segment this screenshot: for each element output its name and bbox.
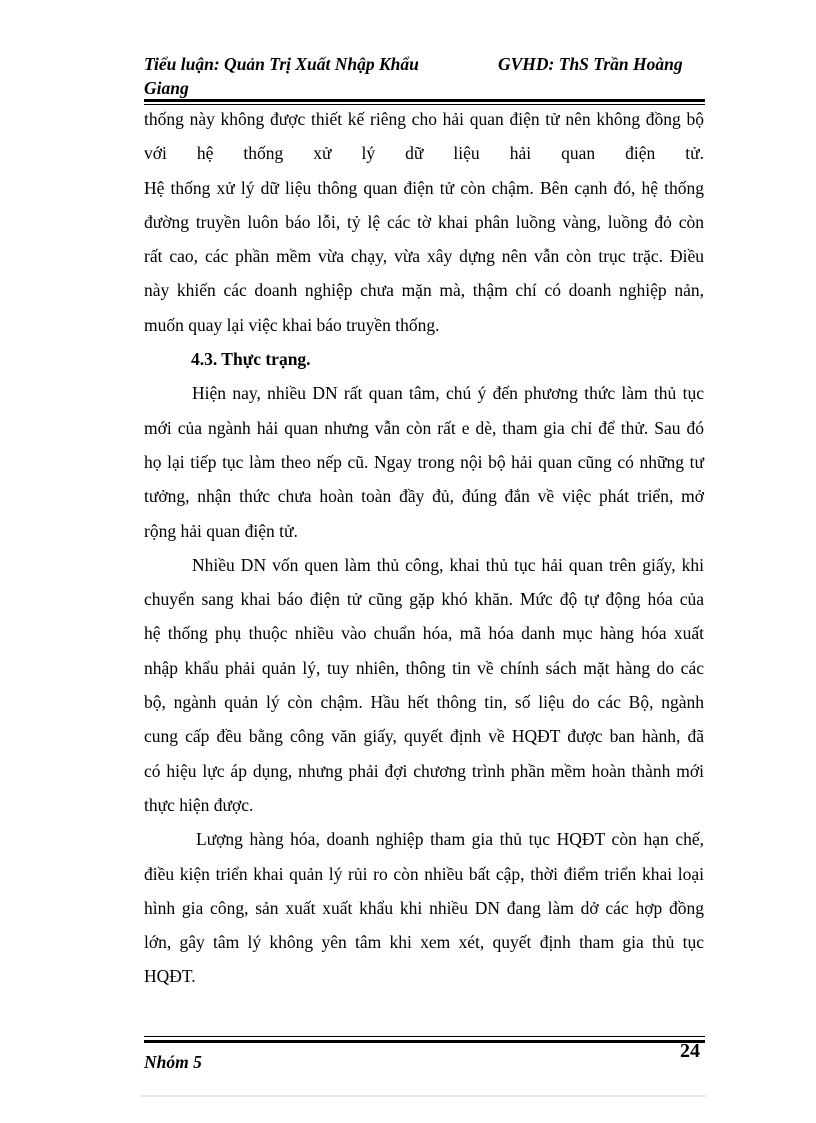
page-body	[144, 102, 704, 994]
text-line: chuyển sang khai báo điện tử cũng gặp khó khăn. Mức độ tự động hóa của	[144, 589, 704, 610]
text-line: tưởng, nhận thức chưa hoàn toàn đầy đủ, đúng đắn về việc phát triển, mở	[144, 486, 704, 507]
text-line: Hiện nay, nhiều DN rất quan tâm, chú ý đến phương thức làm thủ tục	[192, 383, 704, 404]
footer-rule-thin	[144, 1036, 705, 1037]
text-line: thực hiện được.	[144, 794, 254, 815]
paragraph-2	[144, 376, 704, 547]
text-line: mới của ngành hải quan nhưng vẫn còn rất e dè, tham gia chỉ để thử. Sau đó	[144, 417, 704, 438]
header-title-line2: Giang	[144, 78, 189, 98]
text-line: hình gia công, sản xuất xuất khẩu khi nhiều DN đang làm dở các hợp đồng	[144, 897, 704, 918]
text-line: điều kiện triển khai quản lý rủi ro còn nhiều bất cập, thời điểm triển khai loại	[144, 863, 704, 884]
page-number: 24	[680, 1040, 700, 1062]
text-line: đường truyền luôn báo lỗi, tỷ lệ các tờ khai phân luồng vàng, luồng đỏ còn	[144, 211, 704, 232]
footer-rule-thick	[144, 1040, 705, 1043]
page-header	[144, 52, 704, 98]
text-line: bộ, ngành quản lý còn chậm. Hầu hết thông tin, số liệu do các Bộ, ngành	[144, 692, 704, 713]
text-line: cung cấp đều bằng công văn giấy, quyết định về HQĐT được ban hành, đã	[144, 726, 704, 747]
text-line: HQĐT.	[144, 966, 196, 987]
header-title	[144, 52, 444, 100]
header-title-line1: Tiểu luận: Quản Trị Xuất Nhập Khẩu	[144, 54, 419, 74]
text-line: rộng hải quan điện tử.	[144, 520, 298, 541]
text-line: này khiến các doanh nghiệp chưa mặn mà, thậm chí có doanh nghiệp nản,	[144, 280, 704, 301]
text-line: lớn, gây tâm lý không yên tâm khi xem xét, quyết định tham gia thủ tục	[144, 932, 704, 953]
text-line: với hệ thống xử lý dữ liệu hải quan điện tử.	[144, 143, 704, 164]
paragraph-1	[144, 102, 704, 342]
text-line: muốn quay lại việc khai báo truyền thống.	[144, 314, 440, 335]
text-line: nhập khẩu phải quản lý, tuy nhiên, thông tin về chính sách mặt hàng do các	[144, 657, 704, 678]
paragraph-4	[144, 822, 704, 993]
paragraph-3	[144, 548, 704, 822]
text-line: Hệ thống xử lý dữ liệu thông quan điện tử còn chậm. Bên cạnh đó, hệ thống	[144, 177, 704, 198]
text-line: có hiệu lực áp dụng, nhưng phải đợi chương trình phần mềm hoàn thành mới	[144, 760, 704, 781]
footer-group: Nhóm 5	[144, 1052, 202, 1072]
text-line: hệ thống phụ thuộc nhiều vào chuẩn hóa, mã hóa danh mục hàng hóa xuất	[144, 623, 704, 644]
section-heading: 4.3. Thực trạng.	[191, 349, 311, 370]
text-line: rất cao, các phần mềm vừa chạy, vừa xây dựng nên vẫn còn trục trặc. Điều	[144, 246, 704, 267]
text-line: Lượng hàng hóa, doanh nghiệp tham gia thủ tục HQĐT còn hạn chế,	[196, 829, 704, 850]
text-line: họ lại tiếp tục làm theo nếp cũ. Ngay trong nội bộ hải quan cũng có những tư	[144, 451, 704, 472]
page-edge-shadow	[140, 1095, 706, 1097]
text-line: thống này không được thiết kế riêng cho hải quan điện tử nên không đồng bộ	[144, 109, 704, 129]
header-instructor: GVHD: ThS Trần Hoàng	[498, 54, 683, 74]
text-line: Nhiều DN vốn quen làm thủ công, khai thủ tục hải quan trên giấy, khi	[192, 554, 704, 575]
